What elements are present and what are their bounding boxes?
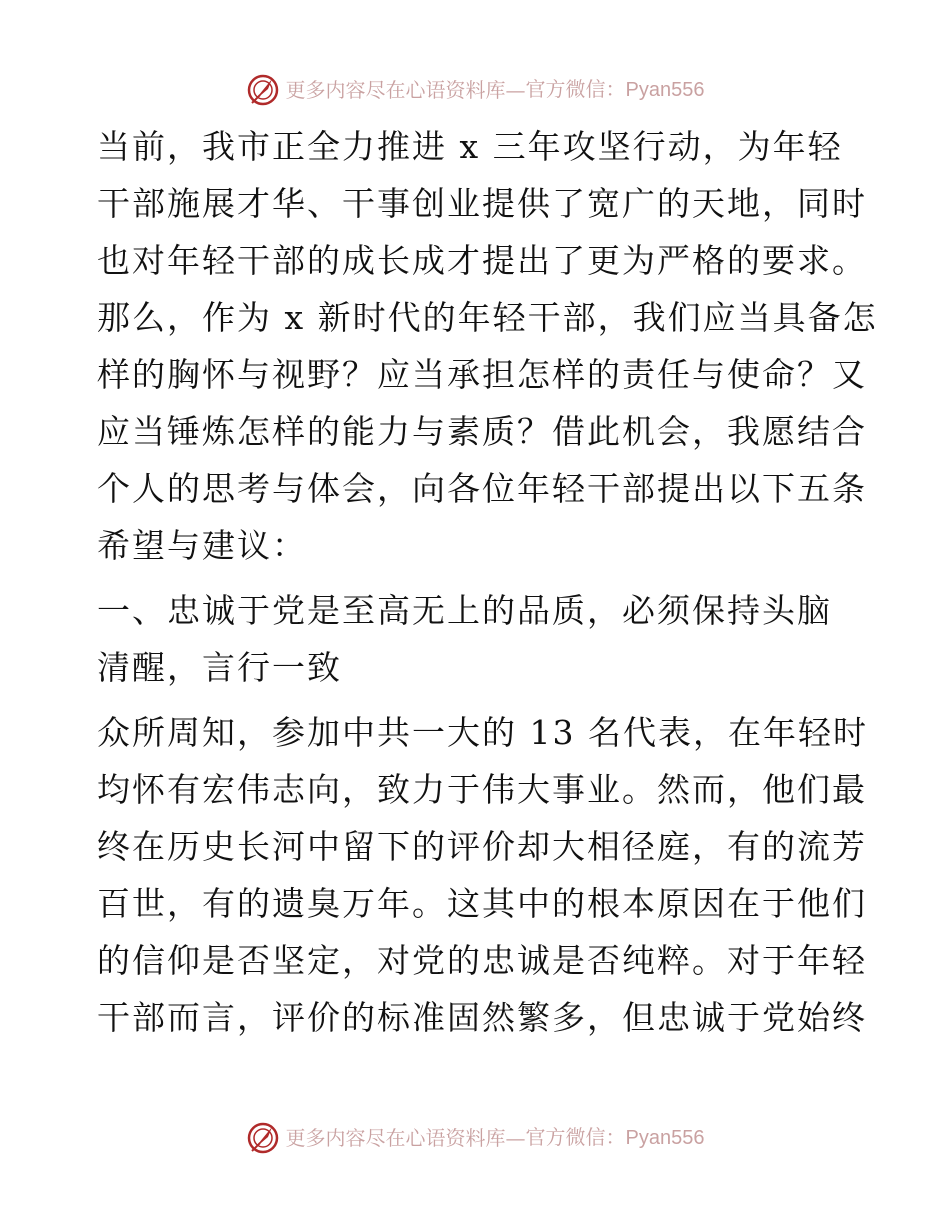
text-line: 干部施展才华、干事创业提供了宽广的天地，同时 <box>97 184 867 223</box>
paragraph-gap <box>97 574 857 582</box>
text-line: 当前，我市正全力推进 x 三年攻坚行动，为年轻 <box>97 127 843 166</box>
quill-circle-icon <box>246 1121 280 1155</box>
watermark-sub-text: 官方微信：Pyan556 <box>525 79 705 101</box>
text-line: 众所周知，参加中共一大的 13 名代表，在年轻时 <box>97 713 868 752</box>
paragraph-intro <box>97 118 878 574</box>
watermark-sub-text: 官方微信：Pyan556 <box>525 1127 705 1149</box>
text-line: 的信仰是否坚定，对党的忠诚是否纯粹。对于年轻 <box>97 941 867 980</box>
quill-circle-icon <box>246 73 280 107</box>
watermark-header <box>0 70 950 110</box>
text-line: 终在历史长河中留下的评价却大相径庭，有的流芳 <box>97 827 867 866</box>
section-heading-1 <box>97 582 857 696</box>
text-line: 也对年轻干部的成长成才提出了更为严格的要求。 <box>97 241 867 280</box>
text-line: 干部而言，评价的标准固然繁多，但忠诚于党始终 <box>97 998 867 1037</box>
paragraph-section-1 <box>97 704 868 1046</box>
text-line: 那么，作为 x 新时代的年轻干部，我们应当具备怎 <box>97 298 878 337</box>
text-line: 样的胸怀与视野？应当承担怎样的责任与使命？又 <box>97 355 867 394</box>
text-line: 应当锤炼怎样的能力与素质？借此机会，我愿结合 <box>97 412 867 451</box>
watermark-separator: — <box>505 1126 526 1150</box>
text-line: 百世，有的遗臭万年。这其中的根本原因在于他们 <box>97 884 867 923</box>
text-line: 希望与建议： <box>97 526 307 565</box>
heading-line: 一、忠诚于党是至高无上的品质，必须保持头脑 <box>97 591 832 630</box>
paragraph-gap <box>97 696 857 704</box>
text-line: 个人的思考与体会，向各位年轻干部提出以下五条 <box>97 469 867 508</box>
text-line: 均怀有宏伟志向，致力于伟大事业。然而，他们最 <box>97 770 867 809</box>
watermark-main-text: 更多内容尽在心语资料库 <box>285 1126 506 1150</box>
heading-line: 清醒，言行一致 <box>97 648 342 687</box>
watermark-main-text: 更多内容尽在心语资料库 <box>285 78 506 102</box>
watermark-separator: — <box>505 78 526 102</box>
document-body <box>97 118 878 1046</box>
watermark-footer <box>0 1118 950 1158</box>
